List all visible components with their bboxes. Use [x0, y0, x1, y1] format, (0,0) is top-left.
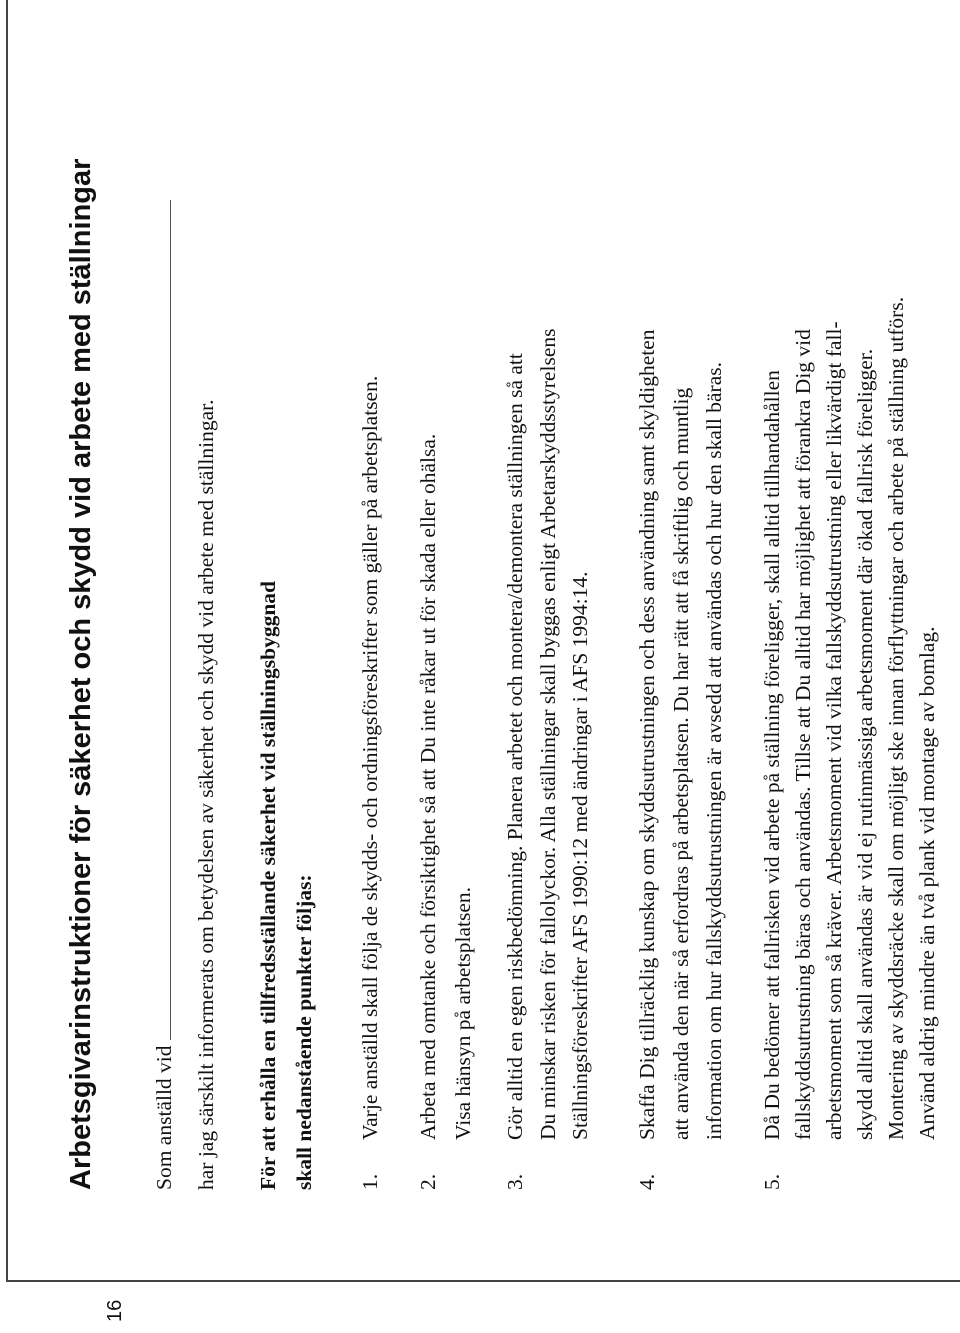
intro-lead: Som anställd vid: [152, 1045, 176, 1190]
list-item-3: [503, 328, 592, 1190]
item-line: Varje anställd skall följa de skydds- och ordningsföreskrifter som gäller på arbetsplatsen.: [358, 375, 382, 1140]
item-line: arbetsmoment som så kräver. Arbetsmoment vid vilka fallskyddsutrustning eller likvärdigt fall-: [822, 321, 846, 1140]
item-line: Använd aldrig mindre än två plank vid montage av bomlag.: [915, 626, 939, 1140]
list-item-4: [635, 329, 726, 1190]
document-title: Arbetsgivarinstruktioner för säkerhet och skydd vid arbete med ställningar: [65, 158, 97, 1190]
item-line: Skaffa Dig tillräcklig kunskap om skyddsutrustningen och dess användning samt skyldigheten: [635, 329, 659, 1140]
page-number: 16: [104, 1299, 126, 1322]
item-number: 4.: [635, 1173, 659, 1190]
item-line: Gör alltid en egen riskbedömning. Planera arbetet och montera/demontera ställningen så att: [503, 353, 527, 1140]
list-item-1: [358, 375, 382, 1190]
item-number: 3.: [503, 1173, 527, 1190]
item-line: Du minskar risken för fallolyckor. Alla ställningar skall byggas enligt Arbetarskyddsstyrelsens: [536, 328, 560, 1140]
item-line: fallskyddsutrustning bäras och användas. Tillse att Du alltid har möjlighet att förankra Dig vid: [791, 329, 815, 1140]
item-line: att använda den när så erfordras på arbetsplatsen. Du har rätt att få skriftlig och muntlig: [669, 387, 693, 1140]
rotated-document: [0, 20, 960, 1200]
item-line: Montering av skyddsräcke skall om möjligt ske innan förflyttningar och arbete på ställning utförs.: [884, 296, 908, 1140]
item-number: 1.: [358, 1173, 382, 1190]
item-number: 2.: [416, 1173, 440, 1190]
item-line: information om hur fallskyddsutrustningen är avsedd att användas och hur den skall bäras.: [702, 362, 726, 1140]
item-line: Då Du bedömer att fallrisken vid arbete på ställning föreligger, skall alltid tillhandahållen: [760, 370, 784, 1140]
list-item-5: [760, 296, 939, 1190]
item-line: Arbeta med omtanke och försiktighet så att Du inte råkar ut för skada eller ohälsa.: [416, 433, 440, 1140]
item-line: skydd alltid skall användas är vid ej rutinmässiga arbetsmoment där ökad fallrisk föreligger.: [853, 348, 877, 1140]
heading-line-2: skall nedanstående punkter följas:: [292, 874, 316, 1190]
item-line: Visa hänsyn på arbetsplatsen.: [451, 886, 475, 1140]
heading-line-1: För att erhålla en tillfredsställande säkerhet vid ställningsbyggnad: [256, 580, 280, 1190]
item-line: Ställningsföreskrifter AFS 1990:12 med ändringar i AFS 1994:14.: [568, 571, 592, 1140]
item-number: 5.: [760, 1173, 784, 1190]
intro-body: har jag särskilt informerats om betydelsen av säkerhet och skydd vid arbete med ställningar.: [194, 399, 218, 1190]
intro-lead-line: [152, 200, 176, 1190]
list-item-2: [416, 433, 475, 1190]
employer-name-blank: [152, 200, 171, 1040]
